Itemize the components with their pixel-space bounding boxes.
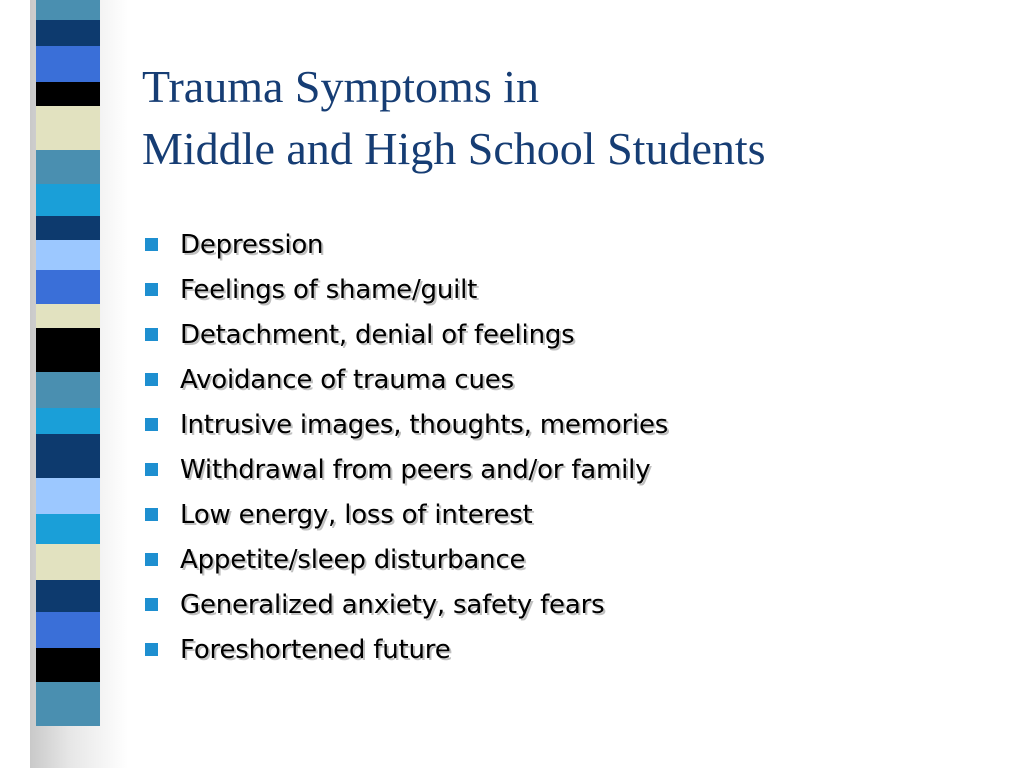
stripe-block bbox=[36, 20, 100, 46]
square-bullet-icon bbox=[145, 283, 158, 296]
bullet-text: Detachment, denial of feelings bbox=[180, 319, 575, 350]
stripe-block bbox=[36, 372, 100, 408]
stripe-block bbox=[36, 612, 100, 648]
stripe-block bbox=[36, 184, 100, 216]
list-item bbox=[142, 222, 1002, 267]
stripe-block bbox=[36, 514, 100, 544]
stripe-block bbox=[36, 328, 100, 372]
title-line-2: Middle and High School Students bbox=[142, 123, 766, 174]
stripe-block bbox=[36, 580, 100, 612]
title-line-1: Trauma Symptoms in bbox=[142, 61, 540, 112]
stripe-block bbox=[36, 82, 100, 106]
bullet-text: Intrusive images, thoughts, memories bbox=[180, 409, 669, 440]
stripe-block bbox=[36, 216, 100, 240]
square-bullet-icon bbox=[145, 418, 158, 431]
stripe-block bbox=[36, 408, 100, 434]
stripe-block bbox=[36, 150, 100, 184]
bullet-text: Depression bbox=[180, 229, 324, 260]
bullet-text: Foreshortened future bbox=[180, 634, 451, 665]
list-item bbox=[142, 582, 1002, 627]
list-item bbox=[142, 627, 1002, 672]
bullet-list bbox=[142, 222, 1002, 672]
stripe-block bbox=[36, 106, 100, 150]
list-item bbox=[142, 267, 1002, 312]
square-bullet-icon bbox=[145, 508, 158, 521]
list-item bbox=[142, 447, 1002, 492]
stripe-block bbox=[36, 240, 100, 270]
bullet-text: Avoidance of trauma cues bbox=[180, 364, 514, 395]
stripe-block bbox=[36, 0, 100, 20]
bullet-text: Low energy, loss of interest bbox=[180, 499, 533, 530]
decorative-stripe bbox=[36, 0, 100, 768]
stripe-block bbox=[36, 478, 100, 514]
bullet-text: Appetite/sleep disturbance bbox=[180, 544, 526, 575]
bullet-text: Feelings of shame/guilt bbox=[180, 274, 478, 305]
stripe-block bbox=[36, 304, 100, 328]
square-bullet-icon bbox=[145, 373, 158, 386]
list-item bbox=[142, 537, 1002, 582]
list-item bbox=[142, 312, 1002, 357]
bullet-text: Withdrawal from peers and/or family bbox=[180, 454, 651, 485]
square-bullet-icon bbox=[145, 238, 158, 251]
bullet-text: Generalized anxiety, safety fears bbox=[180, 589, 605, 620]
stripe-block bbox=[36, 270, 100, 304]
stripe-block bbox=[36, 46, 100, 82]
list-item bbox=[142, 357, 1002, 402]
slide-title bbox=[142, 56, 1002, 180]
stripe-block bbox=[36, 648, 100, 682]
square-bullet-icon bbox=[145, 643, 158, 656]
stripe-block bbox=[36, 682, 100, 726]
square-bullet-icon bbox=[145, 598, 158, 611]
list-item bbox=[142, 402, 1002, 447]
square-bullet-icon bbox=[145, 553, 158, 566]
stripe-block bbox=[36, 434, 100, 478]
stripe-block bbox=[36, 544, 100, 580]
square-bullet-icon bbox=[145, 328, 158, 341]
list-item bbox=[142, 492, 1002, 537]
square-bullet-icon bbox=[145, 463, 158, 476]
